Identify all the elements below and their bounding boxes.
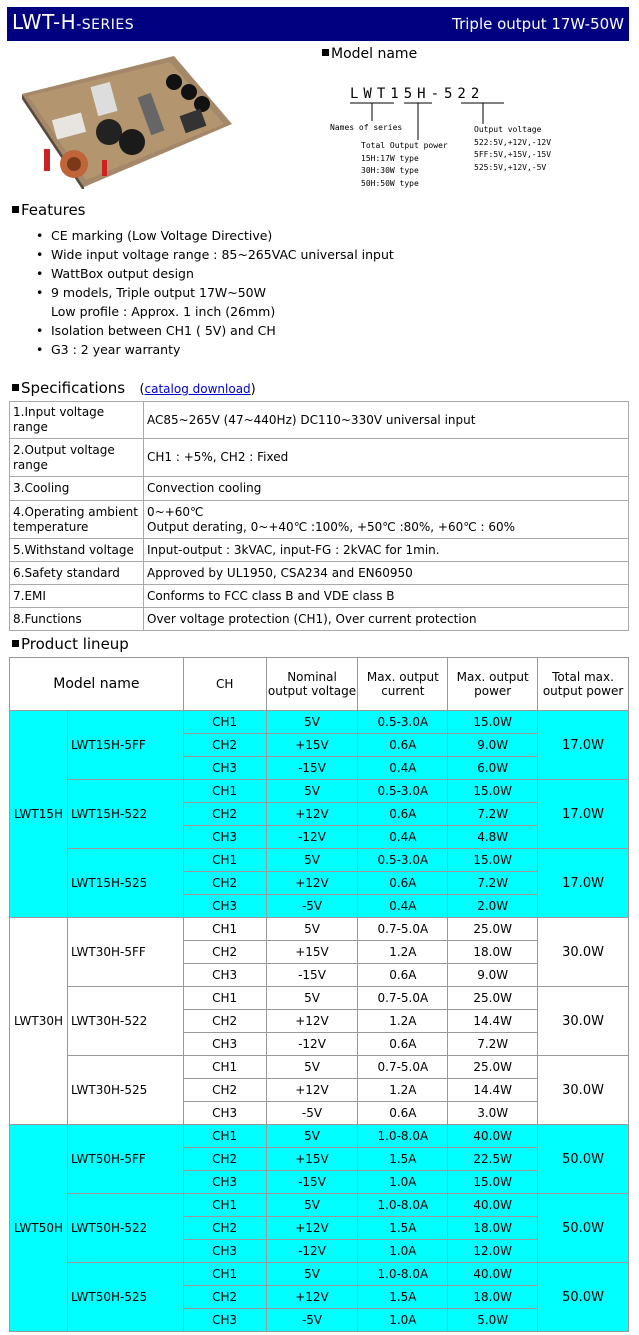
voltage-cell: 5V [266, 918, 358, 941]
current-cell: 1.5A [358, 1148, 448, 1171]
model-name-cell: LWT30H-522 [67, 987, 183, 1056]
channel-cell: CH2 [183, 1217, 266, 1240]
feature-item: • CE marking (Low Voltage Directive) [36, 226, 394, 245]
voltage-cell: +12V [266, 1079, 358, 1102]
voltage-cell: 5V [266, 1194, 358, 1217]
power-cell: 2.0W [448, 895, 538, 918]
spec-label: 2.Output voltage range [10, 439, 144, 477]
voltage-cell: -15V [266, 964, 358, 987]
total-power-cell: 17.0W [538, 849, 629, 918]
power-cell: 22.5W [448, 1148, 538, 1171]
spec-value: Conforms to FCC class B and VDE class B [144, 585, 629, 608]
voltage-cell: -12V [266, 1033, 358, 1056]
power-cell: 3.0W [448, 1102, 538, 1125]
power-cell: 15.0W [448, 711, 538, 734]
power-cell: 25.0W [448, 918, 538, 941]
channel-cell: CH3 [183, 1102, 266, 1125]
channel-cell: CH2 [183, 1286, 266, 1309]
total-power-cell: 17.0W [538, 711, 629, 780]
spec-label: 3.Cooling [10, 477, 144, 501]
names-of-series-label: Names of series [330, 123, 403, 132]
voltage-cell: +12V [266, 872, 358, 895]
voltage-cell: +12V [266, 803, 358, 826]
total-power-cell: 50.0W [538, 1125, 629, 1194]
current-cell: 1.0-8.0A [358, 1263, 448, 1286]
power-cell: 12.0W [448, 1240, 538, 1263]
spec-value: CH1 : +5%, CH2 : Fixed [144, 439, 629, 477]
table-row [10, 1056, 629, 1079]
spec-row [10, 501, 629, 539]
family-name-cell: LWT30H [10, 918, 68, 1125]
total-power-cell: 30.0W [538, 987, 629, 1056]
power-cell: 7.2W [448, 803, 538, 826]
spec-row [10, 539, 629, 562]
voltage-cell: 5V [266, 987, 358, 1010]
channel-cell: CH3 [183, 1171, 266, 1194]
voltage-cell: +12V [266, 1286, 358, 1309]
table-row [10, 918, 629, 941]
current-cell: 1.5A [358, 1217, 448, 1240]
specifications-table [9, 401, 629, 631]
table-row [10, 849, 629, 872]
model-name-heading: Model name [322, 46, 417, 62]
total-output-power-legend: Total Output power 15H:17W type 30H:30W type 50H:50W type [361, 141, 448, 188]
voltage-cell: 5V [266, 711, 358, 734]
voltage-cell: -12V [266, 826, 358, 849]
feature-item: • WattBox output design [36, 264, 394, 283]
table-row [10, 780, 629, 803]
channel-cell: CH3 [183, 1309, 266, 1332]
channel-cell: CH2 [183, 872, 266, 895]
current-cell: 0.6A [358, 1033, 448, 1056]
spec-value: AC85~265V (47~440Hz) DC110~330V universal input [144, 402, 629, 439]
model-name-cell: LWT50H-5FF [67, 1125, 183, 1194]
total-power-cell: 50.0W [538, 1263, 629, 1332]
output-voltage-legend: Output voltage 522:5V,+12V,-12V 5FF:5V,+15V,-15V 525:5V,+12V,-5V [474, 125, 552, 172]
feature-item: • G3 : 2 year warranty [36, 340, 394, 359]
current-cell: 1.0-8.0A [358, 1125, 448, 1148]
model-name-cell: LWT15H-5FF [67, 711, 183, 780]
square-bullet-icon [12, 206, 19, 213]
power-cell: 4.8W [448, 826, 538, 849]
power-cell: 7.2W [448, 872, 538, 895]
channel-cell: CH1 [183, 1056, 266, 1079]
family-name-cell: LWT50H [10, 1125, 68, 1332]
voltage-cell: 5V [266, 780, 358, 803]
voltage-cell: 5V [266, 1056, 358, 1079]
square-bullet-icon [12, 384, 19, 391]
features-list [36, 226, 394, 359]
channel-cell: CH2 [183, 941, 266, 964]
voltage-cell: -12V [266, 1240, 358, 1263]
voltage-cell: -15V [266, 1171, 358, 1194]
spec-value: Approved by UL1950, CSA234 and EN60950 [144, 562, 629, 585]
current-cell: 0.7-5.0A [358, 987, 448, 1010]
channel-cell: CH3 [183, 757, 266, 780]
output-subtitle: Triple output 17W-50W [452, 15, 624, 33]
model-name-cell: LWT15H-525 [67, 849, 183, 918]
power-cell: 25.0W [448, 1056, 538, 1079]
total-power-cell: 30.0W [538, 918, 629, 987]
header-ch: CH [183, 658, 266, 711]
power-cell: 9.0W [448, 734, 538, 757]
voltage-cell: +15V [266, 1148, 358, 1171]
current-cell: 0.6A [358, 803, 448, 826]
spec-label: 1.Input voltage range [10, 402, 144, 439]
spec-row [10, 562, 629, 585]
current-cell: 0.4A [358, 826, 448, 849]
model-code-example: LWT15H-522 [350, 86, 485, 102]
channel-cell: CH2 [183, 1010, 266, 1033]
power-cell: 40.0W [448, 1194, 538, 1217]
voltage-cell: -5V [266, 1309, 358, 1332]
channel-cell: CH2 [183, 1079, 266, 1102]
model-name-cell: LWT50H-525 [67, 1263, 183, 1332]
power-cell: 15.0W [448, 780, 538, 803]
voltage-cell: +12V [266, 1217, 358, 1240]
voltage-cell: 5V [266, 849, 358, 872]
spec-row [10, 608, 629, 631]
total-power-cell: 50.0W [538, 1194, 629, 1263]
current-cell: 0.6A [358, 734, 448, 757]
current-cell: 0.6A [358, 872, 448, 895]
voltage-cell: +15V [266, 941, 358, 964]
current-cell: 0.5-3.0A [358, 849, 448, 872]
current-cell: 0.7-5.0A [358, 1056, 448, 1079]
table-row [10, 1125, 629, 1148]
header-max-power: Max. output power [448, 658, 538, 711]
feature-item: • Isolation between CH1 ( 5V) and CH [36, 321, 394, 340]
spec-value: Over voltage protection (CH1), Over current protection [144, 608, 629, 631]
current-cell: 0.6A [358, 964, 448, 987]
header-nominal-voltage: Nominal output voltage [266, 658, 358, 711]
spec-label: 5.Withstand voltage [10, 539, 144, 562]
channel-cell: CH1 [183, 780, 266, 803]
spec-label: 4.Operating ambient temperature [10, 501, 144, 539]
spec-row [10, 477, 629, 501]
current-cell: 1.0A [358, 1309, 448, 1332]
channel-cell: CH3 [183, 1033, 266, 1056]
table-row [10, 1263, 629, 1286]
power-cell: 18.0W [448, 1286, 538, 1309]
family-name-cell: LWT15H [10, 711, 68, 918]
voltage-cell: -5V [266, 1102, 358, 1125]
feature-item: • Wide input voltage range : 85~265VAC universal input [36, 245, 394, 264]
series-title: LWT-H-SERIES [12, 10, 135, 34]
square-bullet-icon [12, 640, 19, 647]
feature-item: Low profile : Approx. 1 inch (26mm) [51, 304, 276, 319]
power-cell: 40.0W [448, 1263, 538, 1286]
product-lineup-table [9, 657, 629, 1332]
header-model-name: Model name [10, 658, 184, 711]
voltage-cell: +12V [266, 1010, 358, 1033]
current-cell: 0.5-3.0A [358, 780, 448, 803]
power-cell: 25.0W [448, 987, 538, 1010]
channel-cell: CH2 [183, 734, 266, 757]
spec-label: 8.Functions [10, 608, 144, 631]
total-power-cell: 30.0W [538, 1056, 629, 1125]
lineup-header-row [10, 658, 629, 711]
power-cell: 18.0W [448, 1217, 538, 1240]
channel-cell: CH3 [183, 895, 266, 918]
current-cell: 1.2A [358, 1079, 448, 1102]
product-lineup-heading: Product lineup [12, 635, 129, 653]
spec-row [10, 585, 629, 608]
channel-cell: CH3 [183, 1240, 266, 1263]
spec-value: 0~+60℃ Output derating, 0~+40℃ :100%, +50℃ :80%, +60℃ : 60% [144, 501, 629, 539]
power-cell: 7.2W [448, 1033, 538, 1056]
current-cell: 0.4A [358, 895, 448, 918]
power-cell: 14.4W [448, 1010, 538, 1033]
table-row [10, 1194, 629, 1217]
spec-row [10, 439, 629, 477]
current-cell: 1.2A [358, 1010, 448, 1033]
total-power-cell: 17.0W [538, 780, 629, 849]
voltage-cell: 5V [266, 1263, 358, 1286]
channel-cell: CH2 [183, 803, 266, 826]
spec-row [10, 402, 629, 439]
channel-cell: CH1 [183, 1194, 266, 1217]
current-cell: 0.6A [358, 1102, 448, 1125]
power-cell: 18.0W [448, 941, 538, 964]
voltage-cell: 5V [266, 1125, 358, 1148]
channel-cell: CH1 [183, 711, 266, 734]
channel-cell: CH1 [183, 1125, 266, 1148]
current-cell: 1.0A [358, 1171, 448, 1194]
table-row [10, 711, 629, 734]
table-row [10, 987, 629, 1010]
feature-item: • 9 models, Triple output 17W~50W [36, 283, 394, 302]
current-cell: 1.5A [358, 1286, 448, 1309]
power-cell: 15.0W [448, 1171, 538, 1194]
model-name-cell: LWT50H-522 [67, 1194, 183, 1263]
power-cell: 15.0W [448, 849, 538, 872]
power-cell: 40.0W [448, 1125, 538, 1148]
spec-label: 7.EMI [10, 585, 144, 608]
channel-cell: CH1 [183, 918, 266, 941]
power-cell: 6.0W [448, 757, 538, 780]
power-cell: 5.0W [448, 1309, 538, 1332]
header-total-power: Total max. output power [538, 658, 629, 711]
current-cell: 0.5-3.0A [358, 711, 448, 734]
current-cell: 1.0-8.0A [358, 1194, 448, 1217]
power-cell: 14.4W [448, 1079, 538, 1102]
model-name-cell: LWT30H-525 [67, 1056, 183, 1125]
spec-value: Convection cooling [144, 477, 629, 501]
model-name-cell: LWT30H-5FF [67, 918, 183, 987]
channel-cell: CH2 [183, 1148, 266, 1171]
power-cell: 9.0W [448, 964, 538, 987]
current-cell: 0.4A [358, 757, 448, 780]
current-cell: 1.0A [358, 1240, 448, 1263]
channel-cell: CH1 [183, 849, 266, 872]
voltage-cell: -5V [266, 895, 358, 918]
spec-value: Input-output : 3kVAC, input-FG : 2kVAC for 1min. [144, 539, 629, 562]
model-name-cell: LWT15H-522 [67, 780, 183, 849]
channel-cell: CH3 [183, 826, 266, 849]
specifications-heading: Specifications (catalog download) [12, 379, 256, 397]
channel-cell: CH3 [183, 964, 266, 987]
current-cell: 0.7-5.0A [358, 918, 448, 941]
header-max-current: Max. output current [358, 658, 448, 711]
channel-cell: CH1 [183, 987, 266, 1010]
channel-cell: CH1 [183, 1263, 266, 1286]
voltage-cell: -15V [266, 757, 358, 780]
catalog-download-link[interactable]: catalog download [144, 382, 251, 396]
voltage-cell: +15V [266, 734, 358, 757]
current-cell: 1.2A [358, 941, 448, 964]
spec-label: 6.Safety standard [10, 562, 144, 585]
features-heading: Features [12, 201, 86, 219]
